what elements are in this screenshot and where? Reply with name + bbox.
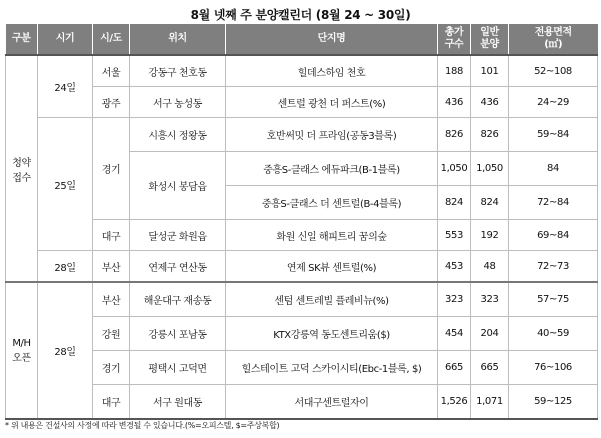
general-cell: 323 [471,282,509,317]
date-cell: 24일 [38,55,93,118]
region-cell: 대구 [93,385,130,420]
complex-cell: 화원 신일 해피트리 꿈의숲 [226,220,438,251]
general-cell: 1,071 [471,385,509,420]
table-row [6,87,598,118]
total-cell: 188 [438,55,471,87]
region-cell: 서울 [93,55,130,87]
total-cell: 826 [438,118,471,152]
location-cell: 달성군 화원읍 [130,220,226,251]
table-row [6,251,598,283]
location-cell: 서구 농성동 [130,87,226,118]
date-cell: 25일 [38,118,93,251]
area-cell: 59~125 [509,385,598,420]
region-cell: 부산 [93,251,130,283]
header-region: 시/도 [93,24,130,55]
area-cell: 69~84 [509,220,598,251]
header-area: 전용면적 (㎡) [509,24,598,55]
date-cell: 28일 [38,251,93,283]
header-date: 시기 [38,24,93,55]
area-cell: 76~106 [509,351,598,385]
complex-cell: KTX강릉역 동도센트리움($) [226,317,438,351]
table-row [6,55,598,87]
general-cell: 436 [471,87,509,118]
total-cell: 553 [438,220,471,251]
housing-schedule-table [5,24,598,420]
general-cell: 1,050 [471,152,509,186]
complex-cell: 센텀 센트레빌 플레비뉴(%) [226,282,438,317]
area-cell: 24~29 [509,87,598,118]
area-cell: 72~84 [509,186,598,220]
general-cell: 826 [471,118,509,152]
complex-cell: 센트럴 광천 더 퍼스트(%) [226,87,438,118]
area-cell: 52~108 [509,55,598,87]
total-cell: 824 [438,186,471,220]
general-cell: 665 [471,351,509,385]
table-row [6,351,598,385]
location-cell: 시흥시 정왕동 [130,118,226,152]
complex-cell: 서대구센트럴자이 [226,385,438,420]
complex-cell: 연제 SK뷰 센트럴(%) [226,251,438,283]
table-row [6,118,598,152]
region-cell: 대구 [93,220,130,251]
table-row [6,220,598,251]
area-cell: 40~59 [509,317,598,351]
table-header-row [6,24,598,55]
region-cell: 강원 [93,317,130,351]
group-model-house: M/H 오픈 [6,282,38,419]
table-row [6,385,598,420]
area-cell: 57~75 [509,282,598,317]
general-cell: 824 [471,186,509,220]
header-general-units: 일반 분양 [471,24,509,55]
total-cell: 665 [438,351,471,385]
page-title: 8월 넷째 주 분양캘린더 (8월 24 ~ 30일) [190,8,411,22]
date-cell: 28일 [38,282,93,419]
complex-cell: 호반써밋 더 프라임(공동3블록) [226,118,438,152]
location-cell: 평택시 고덕면 [130,351,226,385]
general-cell: 48 [471,251,509,283]
location-cell: 연제구 연산동 [130,251,226,283]
header-group: 구분 [6,24,38,55]
total-cell: 436 [438,87,471,118]
table-row [6,317,598,351]
total-cell: 1,526 [438,385,471,420]
location-cell: 강릉시 포남동 [130,317,226,351]
region-cell: 경기 [93,118,130,220]
total-cell: 323 [438,282,471,317]
area-cell: 59~84 [509,118,598,152]
region-cell: 광주 [93,87,130,118]
total-cell: 1,050 [438,152,471,186]
complex-cell: 중흥S-클래스 에듀파크(B-1블록) [226,152,438,186]
header-location: 위치 [130,24,226,55]
complex-cell: 힐스테이트 고덕 스카이시티(Ebc-1블록, $) [226,351,438,385]
general-cell: 204 [471,317,509,351]
location-cell: 화성시 봉담읍 [130,152,226,220]
location-cell: 해운대구 재송동 [130,282,226,317]
total-cell: 453 [438,251,471,283]
total-cell: 454 [438,317,471,351]
general-cell: 101 [471,55,509,87]
area-cell: 84 [509,152,598,186]
header-total-units: 총가 구수 [438,24,471,55]
region-cell: 경기 [93,351,130,385]
region-cell: 부산 [93,282,130,317]
group-subscription: 청약 접수 [6,55,38,282]
location-cell: 서구 원대동 [130,385,226,420]
complex-cell: 중흥S-클래스 더 센트럴(B-4블록) [226,186,438,220]
header-complex: 단지명 [226,24,438,55]
footnote: * 위 내용은 건설사의 사정에 따라 변경될 수 있습니다.(%=오피스텔, $=주상복합) [5,421,280,430]
area-cell: 72~73 [509,251,598,283]
complex-cell: 힐데스하임 천호 [226,55,438,87]
general-cell: 192 [471,220,509,251]
location-cell: 강동구 천호동 [130,55,226,87]
table-row [6,282,598,317]
